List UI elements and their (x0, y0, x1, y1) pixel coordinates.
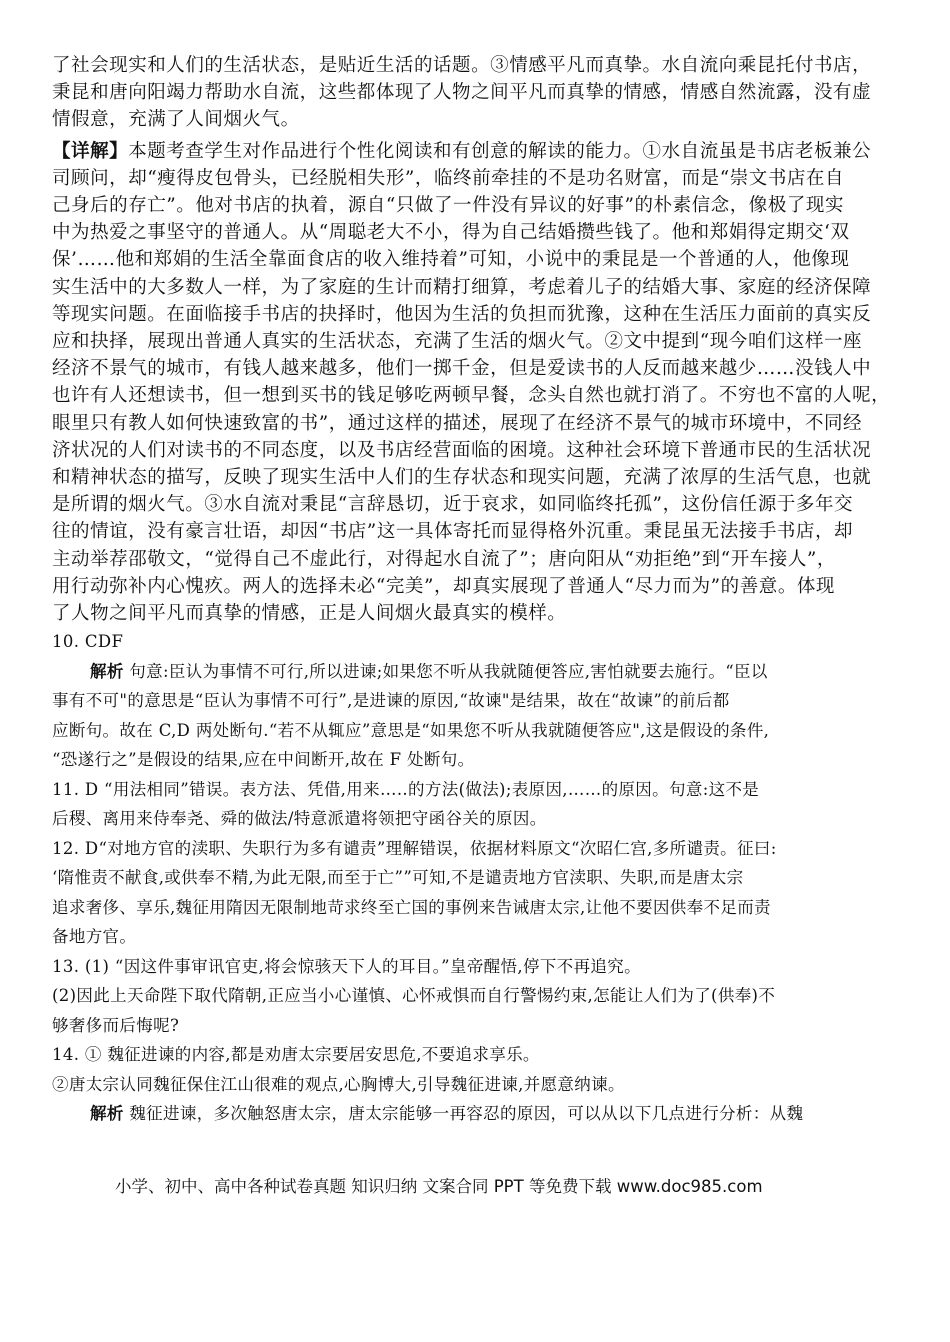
answers-section (52, 627, 902, 1129)
text-line: 用行动弥补内心愧疚。两人的选择未必“完美”，却真实展现了普通人“尽力而为”的善意。体现 (52, 575, 835, 597)
text-line: 是所谓的烟火气。③水自流对秉昆“言辞恳切，近于哀求，如同临终托孤”，这份信任源于多年交 (52, 494, 854, 516)
text-line: 经济不景气的城市，有钱人越来越多，他们一掷千金，但是爱读书的人反而越来越少……没钱人中 (52, 358, 872, 380)
text-line: 备地方官。 (52, 927, 137, 947)
text-line: 中为热爱之事坚守的普通人。从“周聪老大不小，得为自己结婚攒些钱了。他和郑娟得定期交‘双 (52, 222, 850, 244)
text-line: 眼里只有教人如何快速致富的书”，通过这样的描述，展现了在经济不景气的城市环境中，不同经 (52, 412, 863, 434)
analysis-label: 解析 (90, 661, 124, 681)
text-line: 事有不可"的意思是“臣认为事情不可行”,是进谏的原因,“故谏"是结果，故在“故谏”的前后都 (52, 691, 730, 711)
intro-paragraph (52, 52, 902, 134)
text-line: ‘隋惟责不献食,或供奉不精,为此无限,而至于亡””可知,不是谴责地方官渎职、失职,而是唐太宗 (52, 868, 744, 888)
text-line: 了社会现实和人们的生活状态，是贴近生活的话题。③情感平凡而真挚。水自流向乘昆托付书店， (52, 55, 872, 76)
text-line: 够奢侈而后悔呢? (52, 1015, 180, 1035)
text-line: “恐遂行之”是假设的结果,应在中间断开,故在 F 处断句。 (52, 750, 475, 770)
text-line: 也许有人还想读书，但一想到买书的钱足够吃两顿早餐，念头自然也就打消了。不穷也不富的人呢， (52, 385, 891, 407)
detail-label: 【详解】 (52, 140, 129, 162)
analysis-label: 解析 (90, 1104, 124, 1124)
text-line: 等现实问题。在面临接手书店的抉择时，他因为生活的负担而犹豫，这种在生活压力面前的真实反 (52, 303, 872, 325)
detail-paragraph (52, 138, 902, 628)
text-line: 和精神状态的描写，反映了现实生活中人们的生存状态和现实问题，充满了浓厚的生活气息，也就 (52, 467, 872, 489)
answer-q14: 14. ① 魏征进谏的内容,都是劝唐太宗要居安思危,不要追求享乐。 (52, 1045, 540, 1065)
text-line (52, 138, 902, 165)
text-line: 应和抉择，展现出普通人真实的生活状态，充满了生活的烟火气。②文中提到“现今咱们这样一座 (52, 331, 863, 353)
answer-q13: 13. (1) “因这件事审讯官吏,将会惊骇天下人的耳目。”皇帝醒悟,停下不再追究。 (52, 956, 641, 976)
text-line: 保’……他和郑娟的生活全靠面食店的收入维持着”可知，小说中的秉昆是一个普通的人，他像现 (52, 249, 850, 271)
text-line: 司顾问，却“瘦得皮包骨头，已经脱相失形”，临终前牵挂的不是功名财富，而是“崇文书店在自 (52, 167, 845, 189)
answer-q12: 12. D“对地方官的渎职、失职行为多有谴责”理解错误，依据材料原文“次昭仁宫,多所谴责。征曰: (52, 838, 777, 858)
text-line: 实生活中的大多数人一样，为了家庭的生计而精打细算，考虑着儿子的结婚大事、家庭的经济保障 (52, 276, 872, 298)
text-line: 主动举荐邵敬文，“觉得自己不虚此行，对得起水自流了”；唐向阳从“劝拒绝”到“开车接人”， (52, 548, 836, 570)
text-line: 应断句。故在 C,D 两处断句.“若不从辄应”意思是“如果您不听从我就随便答应",这是假设的条件, (52, 720, 770, 740)
text-line: ②唐太宗认同魏征保住江山很难的观点,心胸博大,引导魏征进谏,并愿意纳谏。 (52, 1074, 625, 1094)
q14-explain-line: 魏征进谏，多次触怒唐太宗，唐太宗能够一再容忍的原因，可以从以下几点进行分析：从魏 (123, 1104, 804, 1124)
text-line: 往的情谊，没有豪言壮语，却因“书店”这一具体寄托而显得格外沉重。秉昆虽无法接手书店，却 (52, 521, 854, 543)
text-line (52, 657, 902, 687)
footer-banner: 小学、初中、高中各种试卷真题 知识归纳 文案合同 PPT 等免费下载 www.doc985.com (115, 1177, 763, 1196)
text-line: (2)因此上天命陛下取代隋朝,正应当小心谨慎、心怀戒惧而自行警惕约束,怎能让人们为了(供奉)不 (52, 986, 776, 1006)
document-page (52, 52, 902, 1129)
text-line: 了人物之间平凡而真挚的情感，正是人间烟火最真实的模样。 (52, 603, 567, 625)
detail-first-line: 本题考查学生对作品进行个性化阅读和有创意的解读的能力。①水自流虽是书店老板兼公 (128, 140, 872, 162)
text-line: 情假意，充满了人间烟火气。 (52, 109, 300, 131)
text-line: 后稷、离用来侍奉尧、舜的做法/特意派遣将领把守函谷关的原因。 (52, 809, 547, 829)
text-line (52, 1099, 902, 1129)
q10-first-line: 句意:臣认为事情不可行,所以进谏;如果您不听从我就随便答应,害怕就要去施行。“臣以 (123, 661, 768, 681)
answer-q11: 11. D “用法相同”错误。表方法、凭借,用来…..的方法(做法);表原因,……的原因。句意:这不是 (52, 779, 760, 799)
answer-q10: 10. CDF (52, 632, 124, 652)
text-line: 济状况的人们对读书的不同态度，以及书店经营面临的困境。这种社会环境下普通市民的生活状况 (52, 439, 872, 461)
text-line: 追求奢侈、享乐,魏征用隋因无限制地苛求终至亡国的事例来告诫唐太宗,让他不要因供奉不足而责 (52, 897, 771, 917)
text-line: 秉昆和唐向阳竭力帮助水自流，这些都体现了人物之间平凡而真挚的情感，情感自然流露，没有虚 (52, 82, 872, 104)
text-line: 己身后的存亡”。他对书店的执着，源自“只做了一件没有异议的好事”的朴素信念，像极了现实 (52, 195, 845, 217)
